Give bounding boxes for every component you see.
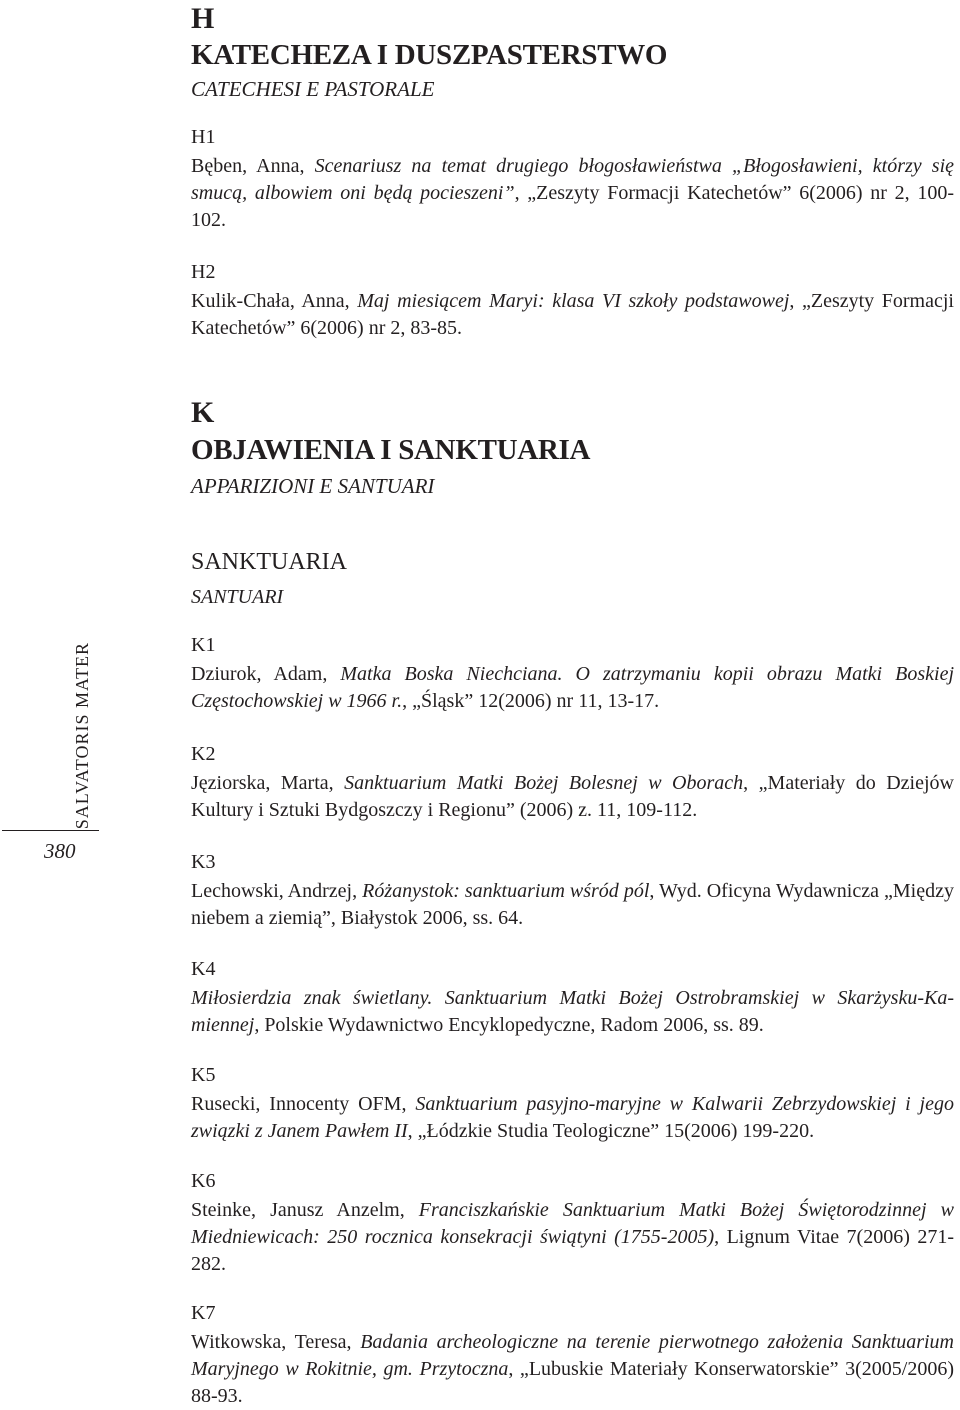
entry-k7 [191, 1300, 954, 1410]
entry-text: Jęziorska, Marta, Sanktuarium Matki Bożej Bolesnej w Oborach, „Materiały do Dziejów Kultury i Sztuki Bydgoszczy i Regionu” (2006) z. 11, 109-112. [191, 772, 954, 821]
section-title: OBJAWIENIA I SANKTUARIA [191, 434, 591, 466]
entry-text: Lechowski, Andrzej, Różanystok: sanktuarium wśród pól, Wyd. Oficyna Wydawnicza „Między niebem a ziemią”, Białystok 2006, ss. 64. [191, 880, 954, 929]
entry-text: Dziurok, Adam, Matka Boska Niechciana. O zatrzymaniu kopii obrazu Matki Boskiej Częstochowskiej w 1966 r., „Śląsk” 12(2006) nr 11, 13-17. [191, 663, 955, 712]
entry-code: K7 [191, 1302, 216, 1324]
page-number: 380 [44, 839, 76, 863]
journal-name: SALVATORIS MATER [72, 642, 92, 830]
entry-code: H2 [191, 261, 216, 283]
entry-k5 [191, 1062, 954, 1145]
section-title: KATECHEZA I DUSZPASTERSTWO [191, 39, 668, 71]
section-k-header [191, 398, 951, 499]
section-letter: K [191, 396, 215, 429]
entry-code: K2 [191, 743, 216, 765]
entry-text: Witkowska, Teresa, Badania archeologiczne na terenie pierwotnego założenia Sanktuarium Maryjnego w Rokitnie, gm. Przytoczna, „Lubuskie Materiały Konserwatorskie” 3(2005/2006) 88-93. [191, 1331, 954, 1407]
subsection-title: SANKTUARIA [191, 549, 347, 575]
entry-text: Steinke, Janusz Anzelm, Franciszkańskie Sanktuarium Matki Bożej Świętorodzinnej w Miedniewicach: 250 rocznica konsekracji świątyni (1755-2005), Lignum Vitae 7(2006) 271-282. [191, 1199, 955, 1275]
section-subtitle: CATECHESI E PASTORALE [191, 77, 435, 101]
entry-code: K1 [191, 634, 216, 656]
entry-h2 [191, 259, 954, 342]
section-h-header [191, 4, 951, 102]
entry-k2 [191, 741, 954, 824]
entry-code: K5 [191, 1064, 216, 1086]
entry-h1 [191, 124, 954, 234]
margin-rule [2, 830, 99, 831]
entry-code: K3 [191, 851, 216, 873]
subsection-header [191, 548, 347, 610]
entry-code: K6 [191, 1170, 216, 1192]
entry-k6 [191, 1168, 954, 1278]
entry-text: Bęben, Anna, Scenariusz na temat drugiego błogosławieństwa „Błogosławieni, którzy się smucą, albowiem oni będą pocieszeni”, „Zeszyty Formacji Katechetów” 6(2006) nr 2, 100-102. [191, 155, 955, 231]
entry-k1 [191, 632, 954, 715]
section-letter: H [191, 2, 215, 35]
entry-text: Kulik-Chała, Anna, Maj miesiącem Maryi: klasa VI szkoły podstawowej, „Zeszyty Formacji Katechetów” 6(2006) nr 2, 83-85. [191, 290, 954, 339]
entry-k4 [191, 956, 954, 1039]
entry-text: Rusecki, Innocenty OFM, Sanktuarium pasyjno-maryjne w Kalwarii Zebrzydowskiej i jego związki z Janem Pawłem II, „Łódzkie Studia Teologiczne” 15(2006) 199-220. [191, 1093, 954, 1142]
entry-k3 [191, 849, 954, 932]
entry-code: K4 [191, 958, 216, 980]
subsection-subtitle: SANTUARI [191, 586, 284, 608]
entry-text: Miłosierdzia znak świetlany. Sanktuarium Matki Bożej Ostrobramskiej w Skarżysku-Kamiennej, Polskie Wydawnictwo Encyklopedyczne, Radom 2006, ss. 89. [191, 987, 954, 1036]
entry-code: H1 [191, 126, 216, 148]
section-subtitle: APPARIZIONI E SANTUARI [191, 474, 435, 498]
